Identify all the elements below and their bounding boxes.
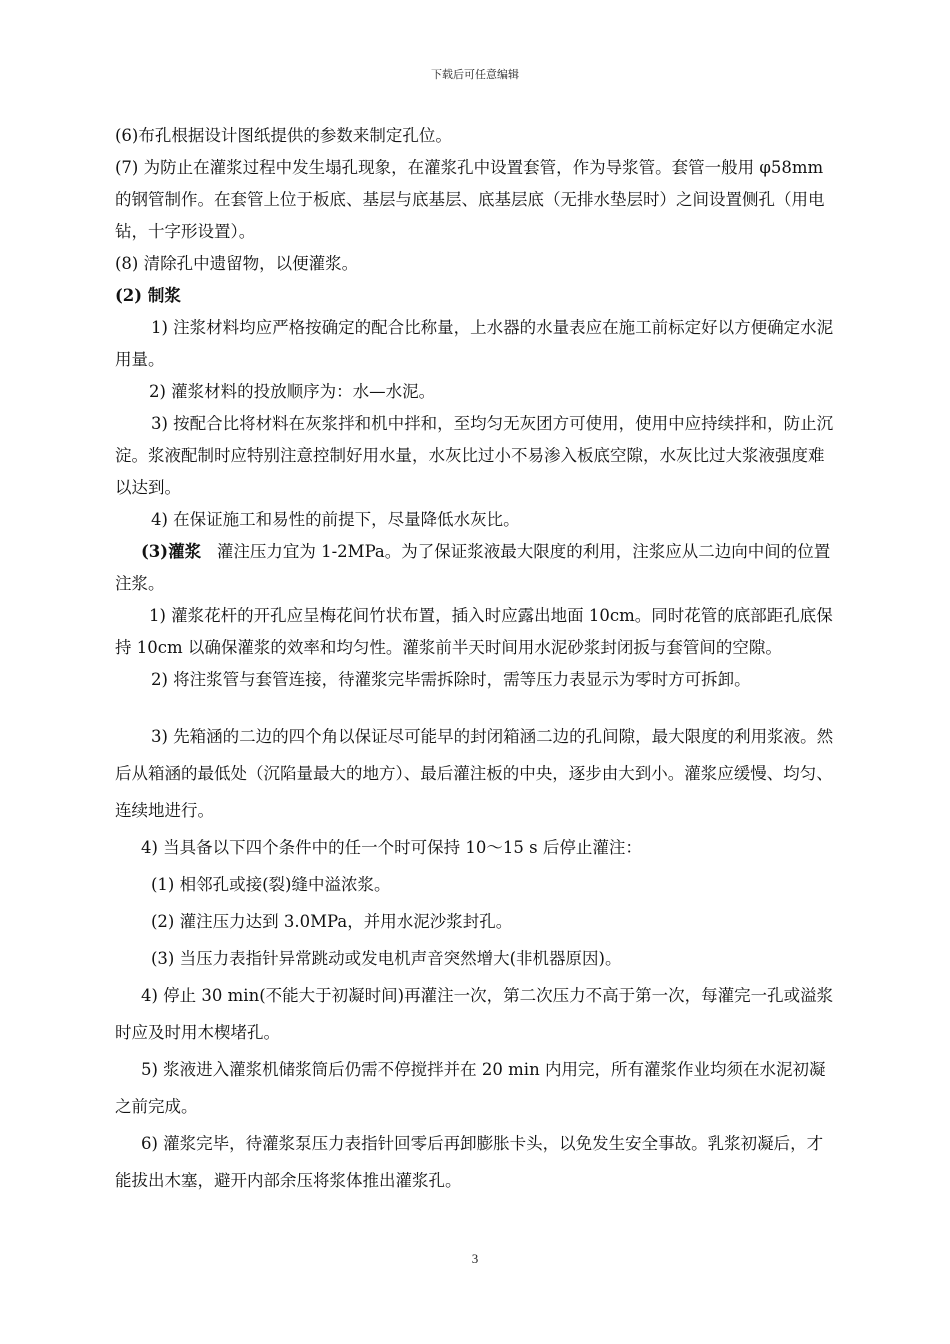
paragraph: 1) 灌浆花杆的开孔应呈梅花间竹状布置，插入时应露出地面 10cm。同时花管的底部距孔底保持 10cm 以确保灌浆的效率和均匀性。灌浆前半天时间用水泥砂浆封闭扳与套管间的空隙。 [115, 606, 833, 657]
paragraph: 2) 将注浆管与套管连接，待灌浆完毕需拆除时，需等压力表显示为零时方可拆卸。 [151, 670, 751, 689]
paragraph: 2) 灌浆材料的投放顺序为：水—水泥。 [149, 382, 436, 401]
list-item: (2) 灌注压力达到 3.0MPa，并用水泥沙浆封孔。 [151, 912, 513, 931]
paragraph: 5) 浆液进入灌浆机储浆筒后仍需不停搅拌并在 20 min 内用完，所有灌浆作业均须在水泥初凝之前完成。 [115, 1060, 826, 1116]
paragraph: 4) 在保证施工和易性的前提下，尽量降低水灰比。 [151, 510, 520, 529]
paragraph-text: 灌注压力宜为 1-2MPa。为了保证浆液最大限度的利用，注浆应从二边向中间的位置注浆。 [115, 542, 831, 593]
paragraph: 4) 停止 30 min(不能大于初凝时间)再灌注一次，第二次压力不高于第一次，每灌完一孔或溢浆时应及时用木楔堵孔。 [115, 986, 834, 1042]
paragraph: 6) 灌浆完毕，待灌浆泵压力表指针回零后再卸膨胀卡头，以免发生安全事故。乳浆初凝后，才能拔出木塞，避开内部余压将浆体推出灌浆孔。 [115, 1134, 824, 1190]
paragraph: 3) 先箱涵的二边的四个角以保证尽可能早的封闭箱涵二边的孔间隙，最大限度的利用浆液。然后从箱涵的最低处（沉陷量最大的地方）、最后灌注板的中央，逐步由大到小。灌浆应缓慢、均匀、连续地进行。 [115, 727, 834, 820]
paragraph: (7) 为防止在灌浆过程中发生塌孔现象，在灌浆孔中设置套管，作为导浆管。套管一般用 φ58mm 的钢管制作。在套管上位于板底、基层与底基层、底基层底（无排水垫层时）之间设置侧孔（用电钻，十字形设置）。 [115, 158, 825, 241]
section-bottom [115, 718, 837, 1199]
paragraph: (8) 清除孔中遗留物，以便灌浆。 [115, 254, 359, 273]
document-body [115, 120, 837, 1199]
paragraph: 3) 按配合比将材料在灰浆拌和机中拌和，至均匀无灰团方可使用，使用中应持续拌和，防止沉淀。浆液配制时应特别注意控制好用水量，水灰比过小不易渗入板底空隙，水灰比过大浆液强度难以达到。 [115, 414, 834, 497]
section-heading: (3)灌浆 [141, 542, 202, 561]
paragraph: 1) 注浆材料均应严格按确定的配合比称量，上水器的水量表应在施工前标定好以方便确定水泥用量。 [115, 318, 834, 369]
section-heading: (2) 制浆 [115, 286, 181, 305]
list-item: (3) 当压力表指针异常跳动或发电机声音突然增大(非机器原因)。 [151, 949, 622, 968]
spacer [115, 696, 837, 718]
paragraph: 4) 当具备以下四个条件中的任一个时可保持 10～15 s 后停止灌注： [141, 838, 642, 857]
page-header: 下载后可任意编辑 [431, 68, 519, 81]
page-number: 3 [471, 1251, 479, 1266]
paragraph: (6)布孔根据设计图纸提供的参数来制定孔位。 [115, 126, 452, 145]
paragraph [115, 536, 837, 600]
section-top [115, 120, 837, 696]
list-item: (1) 相邻孔或接(裂)缝中溢浓浆。 [151, 875, 391, 894]
